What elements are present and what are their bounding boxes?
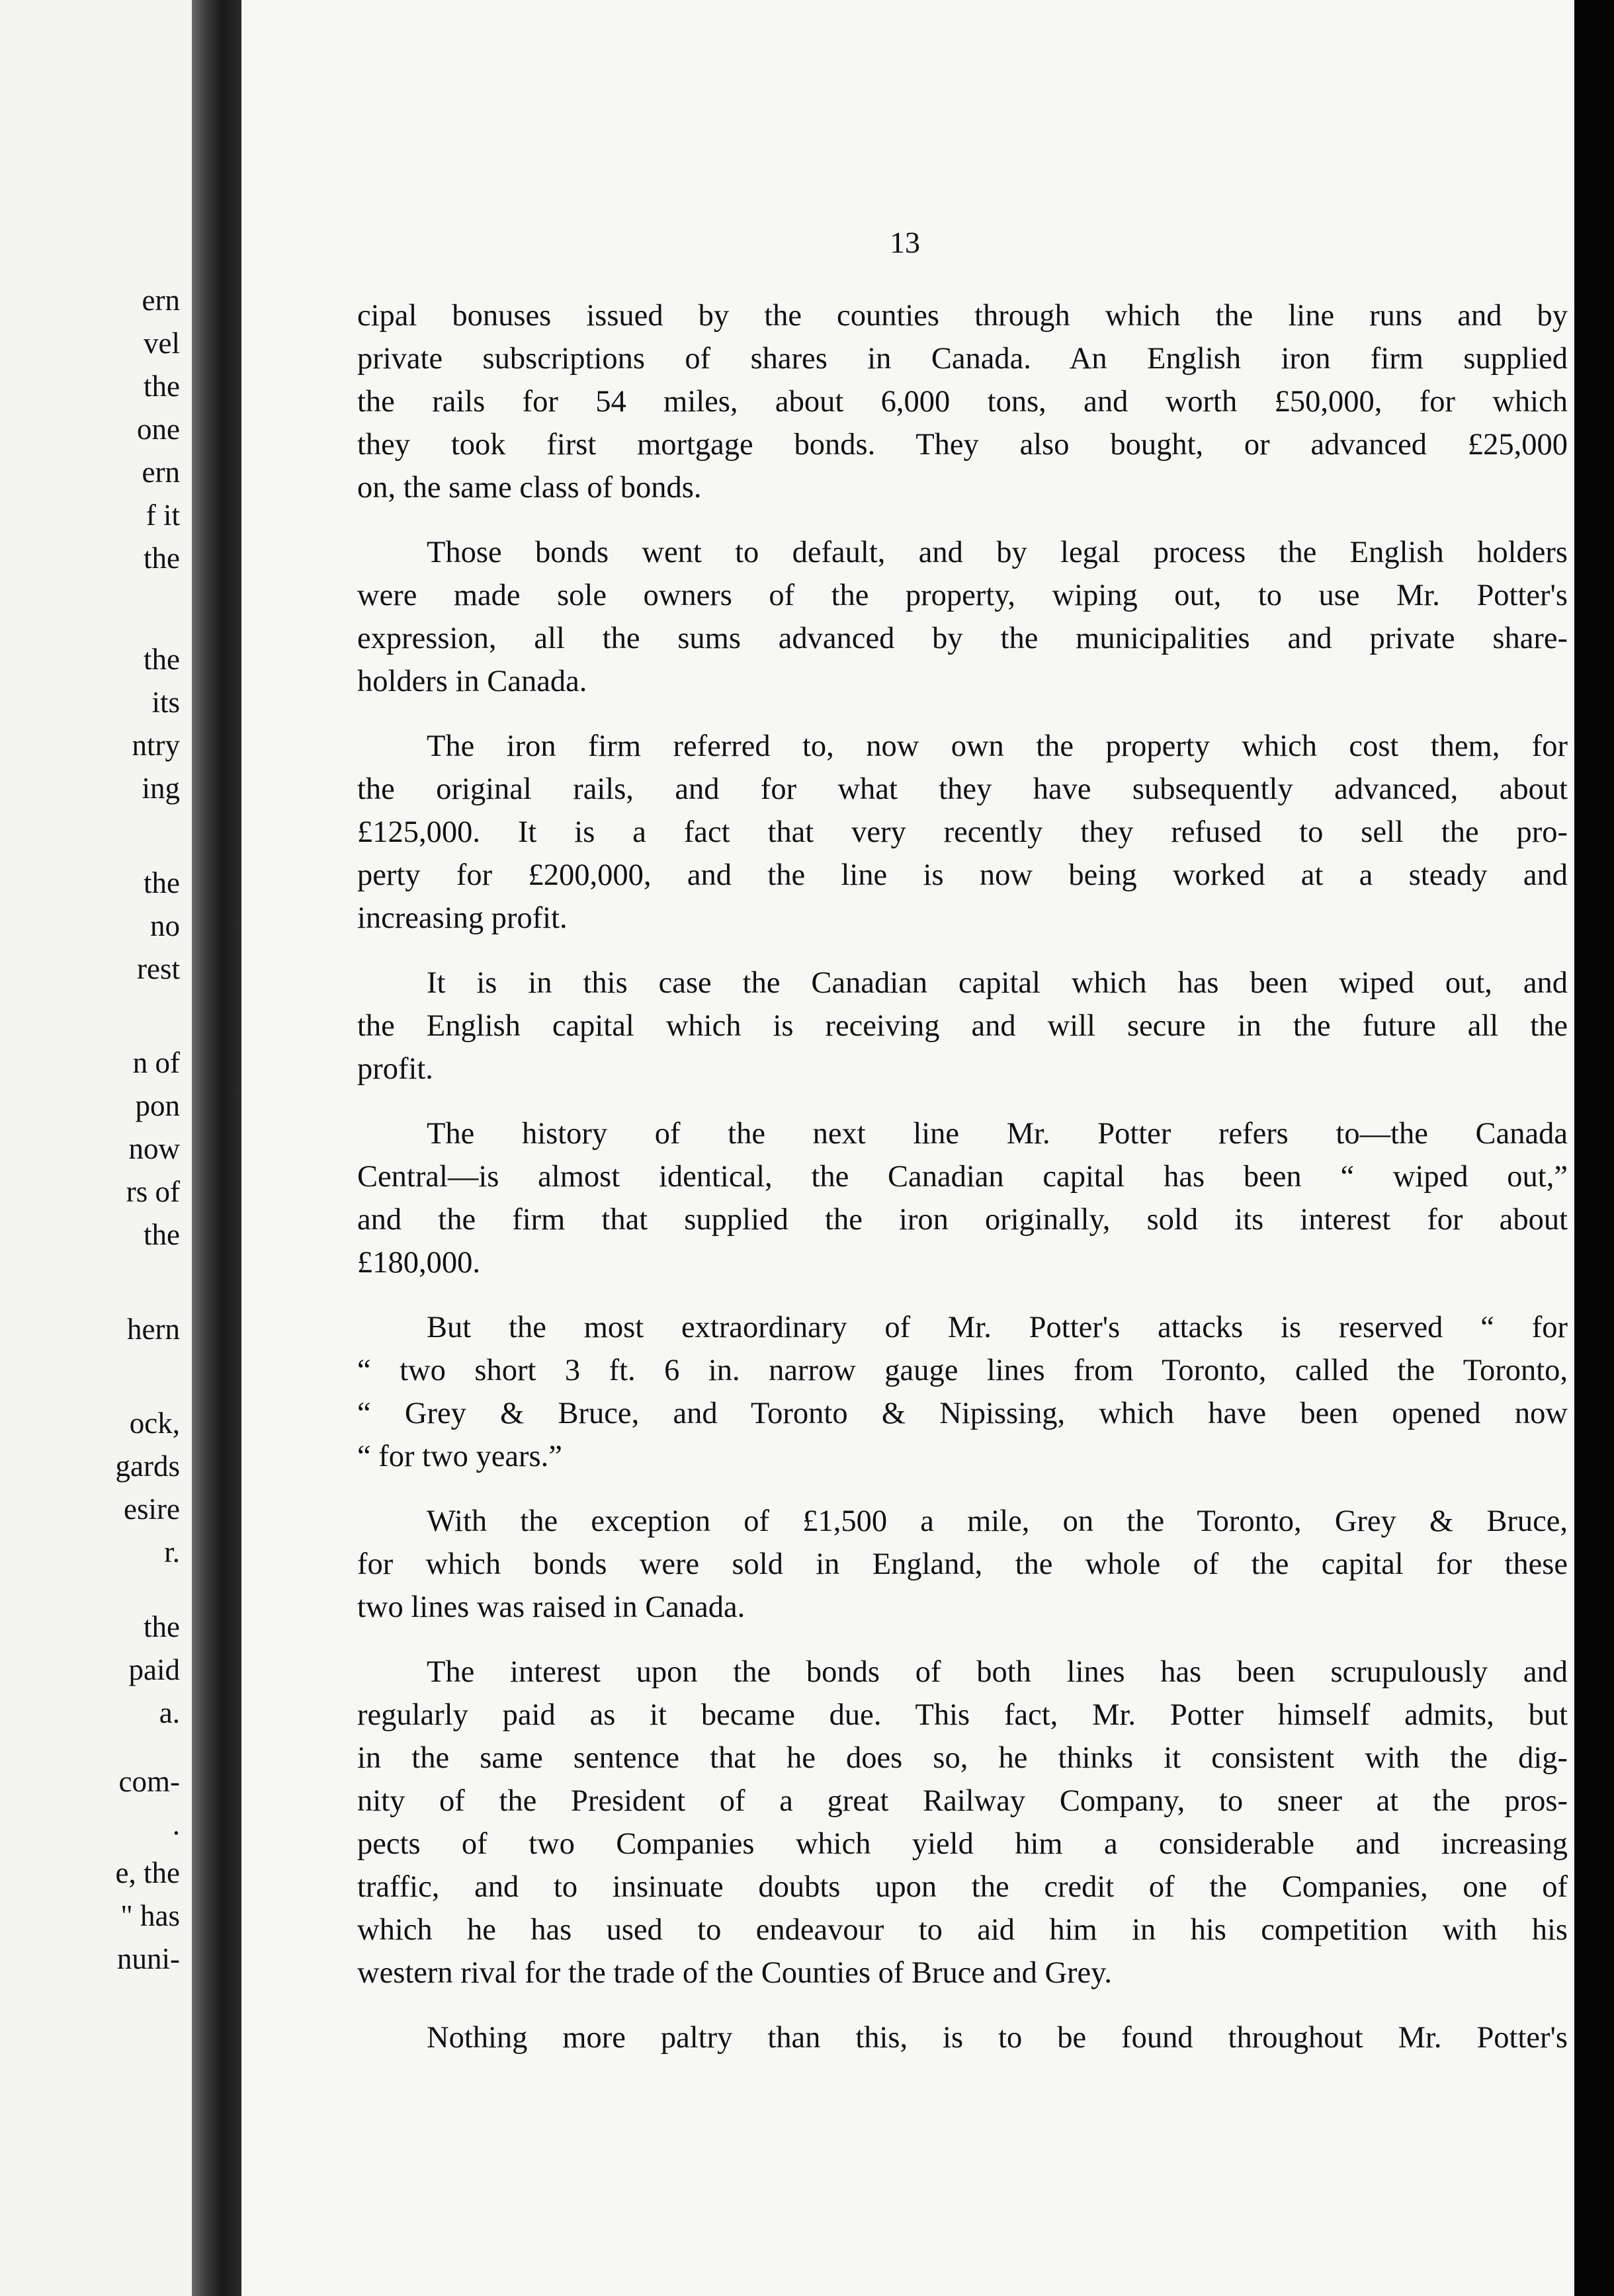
text-line: “ for two years.” (357, 1440, 562, 1473)
text-line: nity of the President of a great Railway Company, to sneer at the pros- (357, 1784, 1568, 1818)
text-line: traffic, and to insinuate doubts upon the credit of the Companies, one of (357, 1870, 1568, 1904)
left-page-text-fragments (0, 0, 192, 2296)
paragraph (357, 1112, 1568, 1284)
text-line: the rails for 54 miles, about 6,000 tons, and worth £50,000, for which (357, 385, 1568, 419)
text-line: and the firm that supplied the iron originally, sold its interest for about (357, 1203, 1568, 1237)
main-page (241, 0, 1574, 2296)
paragraph (357, 962, 1568, 1090)
text-line: pects of two Companies which yield him a considerable and increasing (357, 1827, 1568, 1861)
text-line: With the exception of £1,500 a mile, on the Toronto, Grey & Bruce, (427, 1504, 1568, 1538)
paragraph-gap (357, 703, 1568, 725)
paragraph-gap (357, 940, 1568, 962)
text-line: But the most extraordinary of Mr. Potter's attacks is reserved “ for (427, 1311, 1568, 1344)
left-page-fragment: ern (142, 456, 180, 489)
text-line: the original rails, and for what they have subsequently advanced, about (357, 772, 1568, 806)
text-line: two lines was raised in Canada. (357, 1590, 745, 1624)
paragraph (357, 1306, 1568, 1478)
paragraph-gap (357, 1994, 1568, 2016)
left-page-fragment: ock, (129, 1407, 180, 1440)
text-line: they took first mortgage bonds. They also bought, or advanced £25,000 (357, 428, 1568, 462)
paragraph-gap (357, 1090, 1568, 1112)
text-line: The history of the next line Mr. Potter refers to—the Canada (427, 1117, 1568, 1151)
left-facing-page (0, 0, 192, 2296)
left-page-fragment: ern (142, 284, 180, 317)
left-page-fragment: nuni- (117, 1942, 180, 1975)
text-line: profit. (357, 1052, 433, 1086)
left-page-fragment: a. (159, 1696, 180, 1729)
left-page-fragment: the (144, 370, 180, 403)
body-text (357, 294, 1568, 2059)
left-page-fragment: f it (146, 499, 180, 532)
text-line: private subscriptions of shares in Canada. An English iron firm supplied (357, 342, 1568, 376)
paragraph-gap (357, 1478, 1568, 1500)
left-page-fragment: . (172, 1808, 180, 1841)
left-page-fragment: pon (135, 1089, 180, 1122)
left-page-fragment: its (151, 686, 180, 719)
paragraph-gap (357, 509, 1568, 531)
left-page-fragment: vel (144, 327, 180, 360)
left-page-fragment: ntry (132, 729, 180, 762)
left-page-fragment: rest (137, 952, 180, 985)
text-line: which he has used to endeavour to aid him in his competition with his (357, 1913, 1568, 1947)
page-number: 13 (890, 226, 920, 259)
left-page-fragment: the (144, 643, 180, 676)
paragraph-gap (357, 1284, 1568, 1306)
right-page-edge (1574, 0, 1614, 2296)
left-page-fragment: ing (142, 772, 180, 805)
text-line: “ two short 3 ft. 6 in. narrow gauge lines from Toronto, called the Toronto, (357, 1354, 1568, 1387)
left-page-fragment: no (150, 909, 180, 942)
left-page-fragment: rs of (126, 1175, 180, 1208)
left-page-fragment: the (144, 542, 180, 575)
text-line: on, the same class of bonds. (357, 471, 702, 505)
text-line: western rival for the trade of the Counties of Bruce and Grey. (357, 1956, 1112, 1990)
text-line: The interest upon the bonds of both lines has been scrupulously and (427, 1655, 1568, 1689)
left-page-fragment: gards (115, 1450, 180, 1483)
text-line: Central—is almost identical, the Canadian capital has been “ wiped out,” (357, 1160, 1568, 1194)
left-page-fragment: paid (128, 1653, 180, 1686)
text-line: “ Grey & Bruce, and Toronto & Nipissing, which have been opened now (357, 1397, 1568, 1430)
book-gutter (192, 0, 241, 2296)
text-line: the English capital which is receiving and will secure in the future all the (357, 1009, 1568, 1043)
text-line: Those bonds went to default, and by legal process the English holders (427, 536, 1568, 569)
left-page-fragment: com- (118, 1765, 180, 1798)
left-page-fragment: esire (124, 1493, 180, 1526)
text-line: were made sole owners of the property, wiping out, to use Mr. Potter's (357, 579, 1568, 612)
paragraph (357, 531, 1568, 703)
text-line: expression, all the sums advanced by the municipalities and private share- (357, 622, 1568, 655)
left-page-fragment: the (144, 1610, 180, 1643)
left-page-fragment: the (144, 1218, 180, 1251)
paragraph (357, 1651, 1568, 1994)
text-line: cipal bonuses issued by the counties through which the line runs and by (357, 299, 1568, 333)
left-page-fragment: one (137, 413, 180, 446)
left-page-fragment: n of (132, 1046, 180, 1079)
text-line: regularly paid as it became due. This fact, Mr. Potter himself admits, but (357, 1698, 1568, 1732)
paragraph-gap (357, 1629, 1568, 1651)
text-line: Nothing more paltry than this, is to be found throughout Mr. Potter's (427, 2021, 1568, 2055)
left-page-fragment: e, the (115, 1856, 180, 1889)
left-page-fragment: hern (127, 1313, 180, 1346)
left-page-fragment: r. (164, 1536, 180, 1569)
paragraph (357, 1500, 1568, 1629)
text-line: It is in this case the Canadian capital which has been wiped out, and (427, 966, 1568, 1000)
text-line: The iron firm referred to, now own the property which cost them, for (427, 729, 1568, 763)
left-page-fragment: " has (120, 1899, 180, 1932)
text-line: £180,000. (357, 1246, 480, 1280)
paragraph (357, 294, 1568, 509)
left-page-fragment: the (144, 866, 180, 899)
text-line: increasing profit. (357, 901, 568, 935)
text-line: in the same sentence that he does so, he thinks it consistent with the dig- (357, 1741, 1568, 1775)
left-page-fragment: now (128, 1132, 180, 1165)
paragraph (357, 725, 1568, 940)
text-line: for which bonds were sold in England, the whole of the capital for these (357, 1547, 1568, 1581)
text-line: holders in Canada. (357, 665, 587, 698)
text-line: £125,000. It is a fact that very recently they refused to sell the pro- (357, 815, 1568, 849)
text-line: perty for £200,000, and the line is now being worked at a steady and (357, 858, 1568, 892)
paragraph (357, 2016, 1568, 2059)
